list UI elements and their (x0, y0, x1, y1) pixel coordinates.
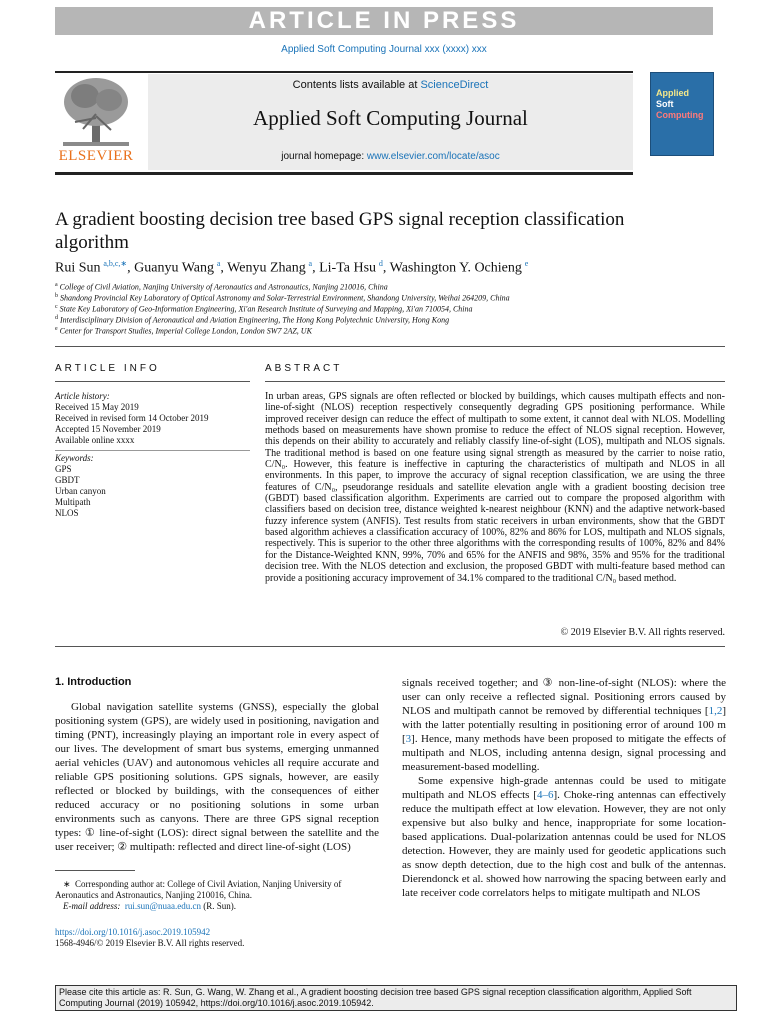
divider (55, 381, 250, 382)
intro-paragraph: signals received together; and ③ non-line-of-sight (NLOS): where the user can only receive a reflected signal. Positioning errors caused by NLOS and multipath cannot be removed by differential techniques [1,2] with the latter potentially resulting in positioning error of around 100 m [3]. Hence, many methods have been proposed to mitigate the effects of multipath and NLOS, including antenna design, signal processing and measurement-based modelling. (402, 677, 726, 773)
article-title: A gradient boosting decision tree based GPS signal reception classification algorithm (55, 209, 625, 253)
article-in-press-banner: ARTICLE IN PRESS (55, 7, 713, 35)
author[interactable]: Wenyu Zhang (227, 260, 306, 276)
citation-link[interactable]: 3 (405, 733, 412, 745)
abstract-copyright: © 2019 Elsevier B.V. All rights reserved. (560, 627, 725, 638)
divider (55, 646, 725, 647)
header-bottom-rule (55, 172, 633, 175)
divider (55, 346, 725, 347)
keyword: GPS (55, 464, 72, 474)
doi-link[interactable]: https://doi.org/10.1016/j.asoc.2019.105942 (55, 927, 211, 937)
section-heading-introduction: 1. Introduction (55, 676, 132, 688)
cover-title: Applied Soft Computing (656, 88, 704, 120)
contents-line: Contents lists available at ScienceDirect (292, 79, 489, 91)
affiliation: $^a$ College of Civil Aviation, Nanjing University of Aeronautics and Astronautics, Nanjing 210016, China (55, 282, 388, 292)
citation-link[interactable]: 1,2 (708, 705, 723, 717)
sciencedirect-link[interactable]: ScienceDirect (420, 79, 489, 91)
keyword: GBDT (55, 475, 80, 485)
affiliation: $^b$ Shandong Provincial Key Laboratory of Optical Astronomy and Solar-Terrestrial Environment, Shandong University, Weihai 264209, China (55, 293, 510, 303)
footnote-rule (55, 870, 135, 871)
abstract-heading: ABSTRACT (265, 363, 343, 374)
article-info-heading: ARTICLE INFO (55, 363, 160, 374)
keyword: Urban canyon (55, 486, 106, 496)
divider (55, 450, 250, 451)
publisher-name: ELSEVIER (58, 148, 134, 164)
journal-reference[interactable]: Applied Soft Computing Journal xxx (xxxx) xxx (281, 44, 487, 55)
intro-paragraph: Global navigation satellite systems (GNSS), especially the global positioning system (GPS), are widely used in positioning, navigation and timing (PNT), increasingly playing an important role in every aspect of our lives. The development of smart bus systems, emerging unmanned aerial vehicles (UAV) and autonomous vehicles all require accurate and reliable GPS positioning solutions. GPS signals, however, are easily reflected or blocked by buildings, with the consequences of either reduced accuracy or no positioning solutions in some urban environments such as canyons. There are three GPS signal reception types: ① line-of-sight (LOS): direct signal between the satellite and the user receiver; ② multipath: reflected and direct line-of-sight (LOS) (55, 701, 379, 853)
author[interactable]: Washington Y. Ochieng (389, 260, 522, 276)
journal-title: Applied Soft Computing Journal (253, 106, 528, 130)
elsevier-tree-logo (55, 74, 137, 148)
affiliation: $^d$ Interdisciplinary Division of Aeronautical and Aviation Engineering, The Hong Kong Polytechnic University, Hong Kong (55, 315, 450, 325)
keyword: Multipath (55, 497, 91, 507)
author[interactable]: Guanyu Wang (134, 260, 215, 276)
affiliation: $^e$ Center for Transport Studies, Imperial College London, London SW7 2AZ, UK (55, 326, 312, 336)
doi-block: https://doi.org/10.1016/j.asoc.2019.105942 1568-4946/© 2019 Elsevier B.V. All rights reserved. (55, 927, 385, 949)
journal-homepage-line: journal homepage: www.elsevier.com/locate/asoc (281, 151, 500, 162)
abstract-text: In urban areas, GPS signals are often reflected or blocked by buildings, which causes multipath effects and non-line-of-sight (NLOS) reception respectively consequently degrading GPS positioning performance. While improved receiver design can reduce the effect of multipath to some extent, it cannot deal with NLOS. Modelling methods based on measurements have shown promise to reduce the effect of NLOS signal reception. However, this depends on their ability to accurately and reliably classify line-of-sight (LOS), multipath and NLOS signals. The traditional method is based on one feature using signal strength as measured by the carrier to noise ratio, C/N₀. However, this feature is ineffective in capturing the characteristics of multipath and NLOS in all environments. In this paper, to improve the accuracy of signal reception classification, we are using the three features of C/N₀, pseudorange residuals and satellite elevation angle with a gradient boosting decision tree (GBDT) based classification algorithm. Experiments are carried out to compare the proposed algorithm with classifiers based on decision tree, distance weighted k-nearest neighbour (KNN) and the adaptive network-based fuzzy inference system (ANFIS). Test results from static receivers in urban environments, show that the GBDT based algorithm achieves a classification accuracy of 100%, 82% and 86% for LOS, multipath and NLOS signals, respectively. This is superior to the other three algorithms with the corresponding results of 100%, 82% and 84% for the Distance-Weighted KNN, 99%, 70% and 65% for the ANFIS and 98%, 35% and 95% for the traditional decision tree. With the NLOS detection and exclusion, the proposed GBDT with multi-feature based method can provide a positioning accuracy improvement of 34.1% compared to the traditional C/N₀ based method. (265, 391, 725, 584)
corresponding-author-footnote: ∗ Corresponding author at: College of Civil Aviation, Nanjing University of Aeronautics and Astronautics, Nanjing 210016, China. E-mail address: rui.sun@nuaa.edu.cn (R. Sun). (55, 879, 342, 911)
affiliation: $^c$ State Key Laboratory of Geo-Information Engineering, Xi'an Research Institute of Surveying and Mapping, Xi'an 710054, China (55, 304, 473, 314)
article-history: Article history: Received 15 May 2019 Received in revised form 14 October 2019 Accepted 15 November 2019 Available online xxxx (55, 391, 209, 445)
citation-link[interactable]: 4–6 (536, 789, 554, 801)
divider (265, 381, 725, 382)
author-list: Rui Sun $^{a,b,c,∗}$, Guanyu Wang $^a$, Wenyu Zhang $^a$, Li-Ta Hsu $^d$, Washington Y. Ochieng $^e$ (55, 259, 529, 276)
intro-right-column (402, 676, 726, 900)
intro-left-column (55, 700, 379, 854)
keywords: Keywords: GPS GBDT Urban canyon Multipath NLOS (55, 453, 255, 519)
intro-paragraph: Some expensive high-grade antennas could be used to mitigate multipath and NLOS effects [4–6]. Choke-ring antennas can effectively reduce the multipath effect at low elevation. However, they are not only expensive but also bulky and hence, inappropriate for some location-based applications. Dual-polarization antennas could be used for NLOS detection. However, they are mainly used for geodetic applications such as snow depth detection, due to the high cost and bulk of the antennas. Dierendonck et al. showed how narrowing the spacing between early and late receiver code correlators helps to mitigate multipath and NLOS (402, 775, 727, 899)
keyword: NLOS (55, 508, 79, 518)
header-top-rule (55, 71, 633, 73)
author[interactable]: Li-Ta Hsu (319, 260, 377, 276)
email-link[interactable]: rui.sun@nuaa.edu.cn (124, 901, 201, 911)
citation-notice: Please cite this article as: R. Sun, G. Wang, W. Zhang et al., A gradient boosting decision tree based GPS signal reception classification algorithm, Applied Soft Computing Journal (2019) 105942, https://doi.org/10.1016/j.asoc.2019.105942. (55, 985, 737, 1011)
author[interactable]: Rui Sun (55, 260, 101, 276)
journal-homepage-link[interactable]: www.elsevier.com/locate/asoc (366, 151, 500, 162)
